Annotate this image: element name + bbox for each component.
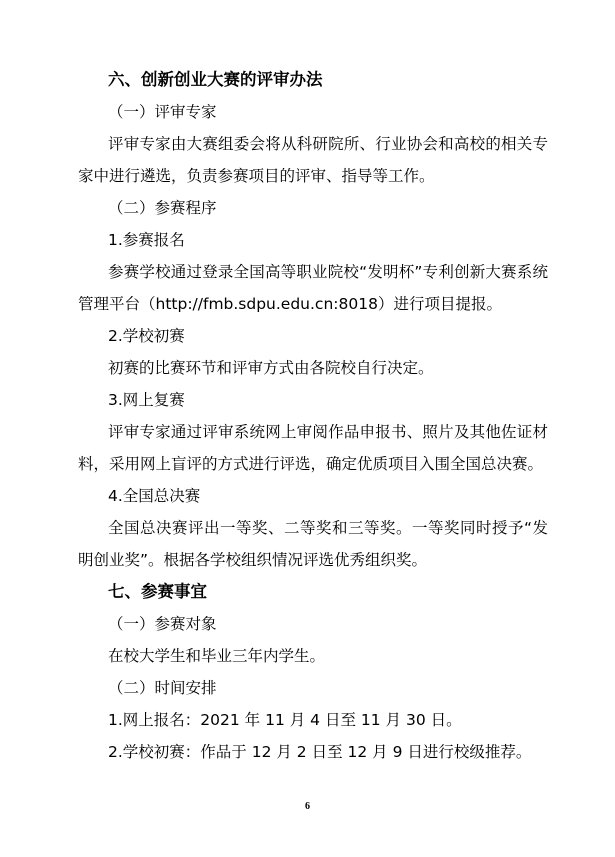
- step-1-body: 参赛学校通过登录全国高等职业院校“发明杯”专利创新大赛系统管理平台（http://fmb.sdpu.edu.cn:8018）进行项目提报。: [78, 263, 548, 313]
- section-6-heading: 六、创新创业大赛的评审办法: [108, 70, 323, 89]
- step-2-title: 2.学校初赛: [108, 327, 185, 345]
- section-7-sub2-title: （二）时间安排: [108, 679, 217, 697]
- schedule-item-2: 2.学校初赛：作品于 12 月 2 日至 12 月 9 日进行校级推荐。: [108, 743, 532, 761]
- page-number: 6: [305, 801, 310, 812]
- step-3-body: 评审专家通过评审系统网上审阅作品申报书、照片及其他佐证材料，采用网上盲评的方式进行评选，确定优质项目入围全国总决赛。: [78, 423, 548, 473]
- schedule-item-1: 1.网上报名：2021 年 11 月 4 日至 11 月 30 日。: [108, 711, 462, 729]
- section-6-sub2-title: （二）参赛程序: [108, 199, 217, 217]
- step-4-title: 4.全国总决赛: [108, 487, 201, 505]
- section-7-heading: 七、参赛事宜: [108, 582, 207, 601]
- step-2-body: 初赛的比赛环节和评审方式由各院校自行决定。: [108, 359, 434, 377]
- step-1-title: 1.参赛报名: [108, 231, 185, 249]
- page-content: [78, 64, 548, 768]
- step-3-title: 3.网上复赛: [108, 391, 185, 409]
- step-4-body: 全国总决赛评出一等奖、二等奖和三等奖。一等奖同时授予“发明创业奖”。根据各学校组织情况评选优秀组织奖。: [78, 519, 548, 569]
- section-7-sub1-body: 在校大学生和毕业三年内学生。: [108, 647, 326, 665]
- section-6-sub1-title: （一）评审专家: [108, 103, 217, 121]
- section-6-sub1-body: 评审专家由大赛组委会将从科研院所、行业协会和高校的相关专家中进行遴选，负责参赛项目的评审、指导等工作。: [78, 135, 548, 185]
- section-7-sub1-title: （一）参赛对象: [108, 615, 217, 633]
